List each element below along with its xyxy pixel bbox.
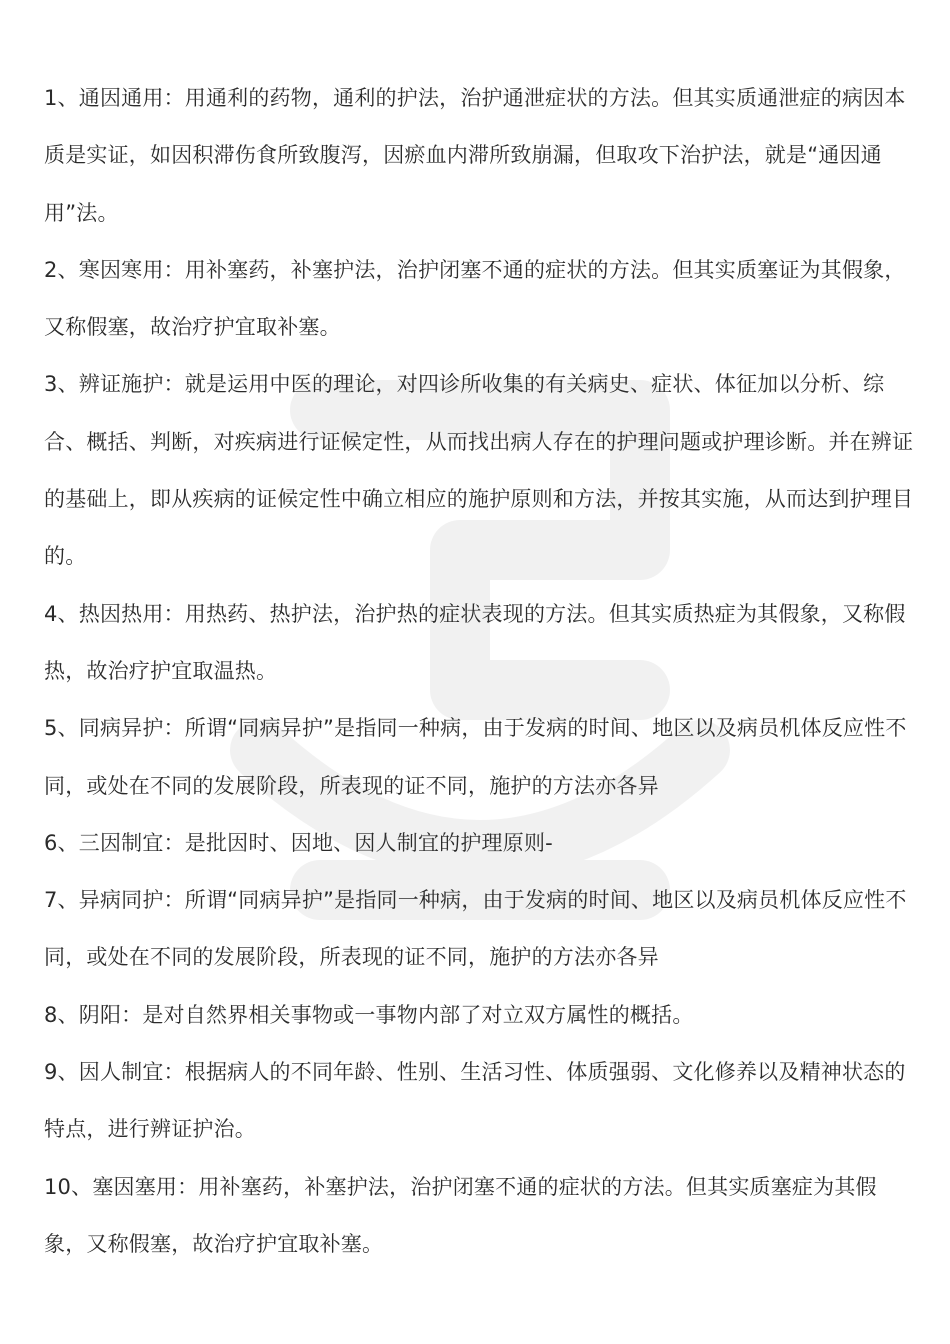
term-entry-1: 1、通因通用：用通利的药物，通利的护法，治护通泄症状的方法。但其实质通泄症的病因本质是实证，如因积滞伤食所致腹泻，因瘀血内滞所致崩漏，但取攻下治护法，就是“通因通用”法。 — [44, 86, 906, 225]
term-entry-3: 3、辨证施护：就是运用中医的理论，对四诊所收集的有关病史、症状、体征加以分析、综合、概括、判断，对疾病进行证候定性，从而找出病人存在的护理问题或护理诊断。并在辨证的基础上，即从疾病的证候定性中确立相应的施护原则和方法，并按其实施，从而达到护理目的。 — [44, 372, 914, 569]
term-entry-7: 7、异病同护：所谓“同病异护”是指同一种病，由于发病的时间、地区以及病员机体反应性不同，或处在不同的发展阶段，所表现的证不同，施护的方法亦各异 — [44, 888, 907, 970]
term-entry-2: 2、寒因寒用：用补塞药，补塞护法，治护闭塞不通的症状的方法。但其实质塞证为其假象，又称假塞，故治疗护宜取补塞。 — [44, 257, 906, 340]
term-entry-4: 4、热因热用：用热药、热护法，治护热的症状表现的方法。但其实质热症为其假象，又称假热，故治疗护宜取温热。 — [44, 601, 906, 683]
term-entry-10: 10、塞因塞用：用补塞药，补塞护法，治护闭塞不通的症状的方法。但其实质塞症为其假象，又称假塞，故治疗护宜取补塞。 — [44, 1174, 877, 1256]
term-entry-8: 8、阴阳：是对自然界相关事物或一事物内部了对立双方属性的概括。 — [44, 1002, 694, 1027]
term-entry-5: 5、同病异护：所谓“同病异护”是指同一种病，由于发病的时间、地区以及病员机体反应性不同，或处在不同的发展阶段，所表现的证不同，施护的方法亦各异 — [44, 716, 907, 798]
term-entry-9: 9、因人制宜：根据病人的不同年龄、性别、生活习性、体质强弱、文化修养以及精神状态的特点，进行辨证护治。 — [44, 1060, 906, 1142]
term-entry-6: 6、三因制宜：是批因时、因地、因人制宜的护理原则- — [44, 830, 553, 855]
document-body — [44, 70, 914, 1273]
